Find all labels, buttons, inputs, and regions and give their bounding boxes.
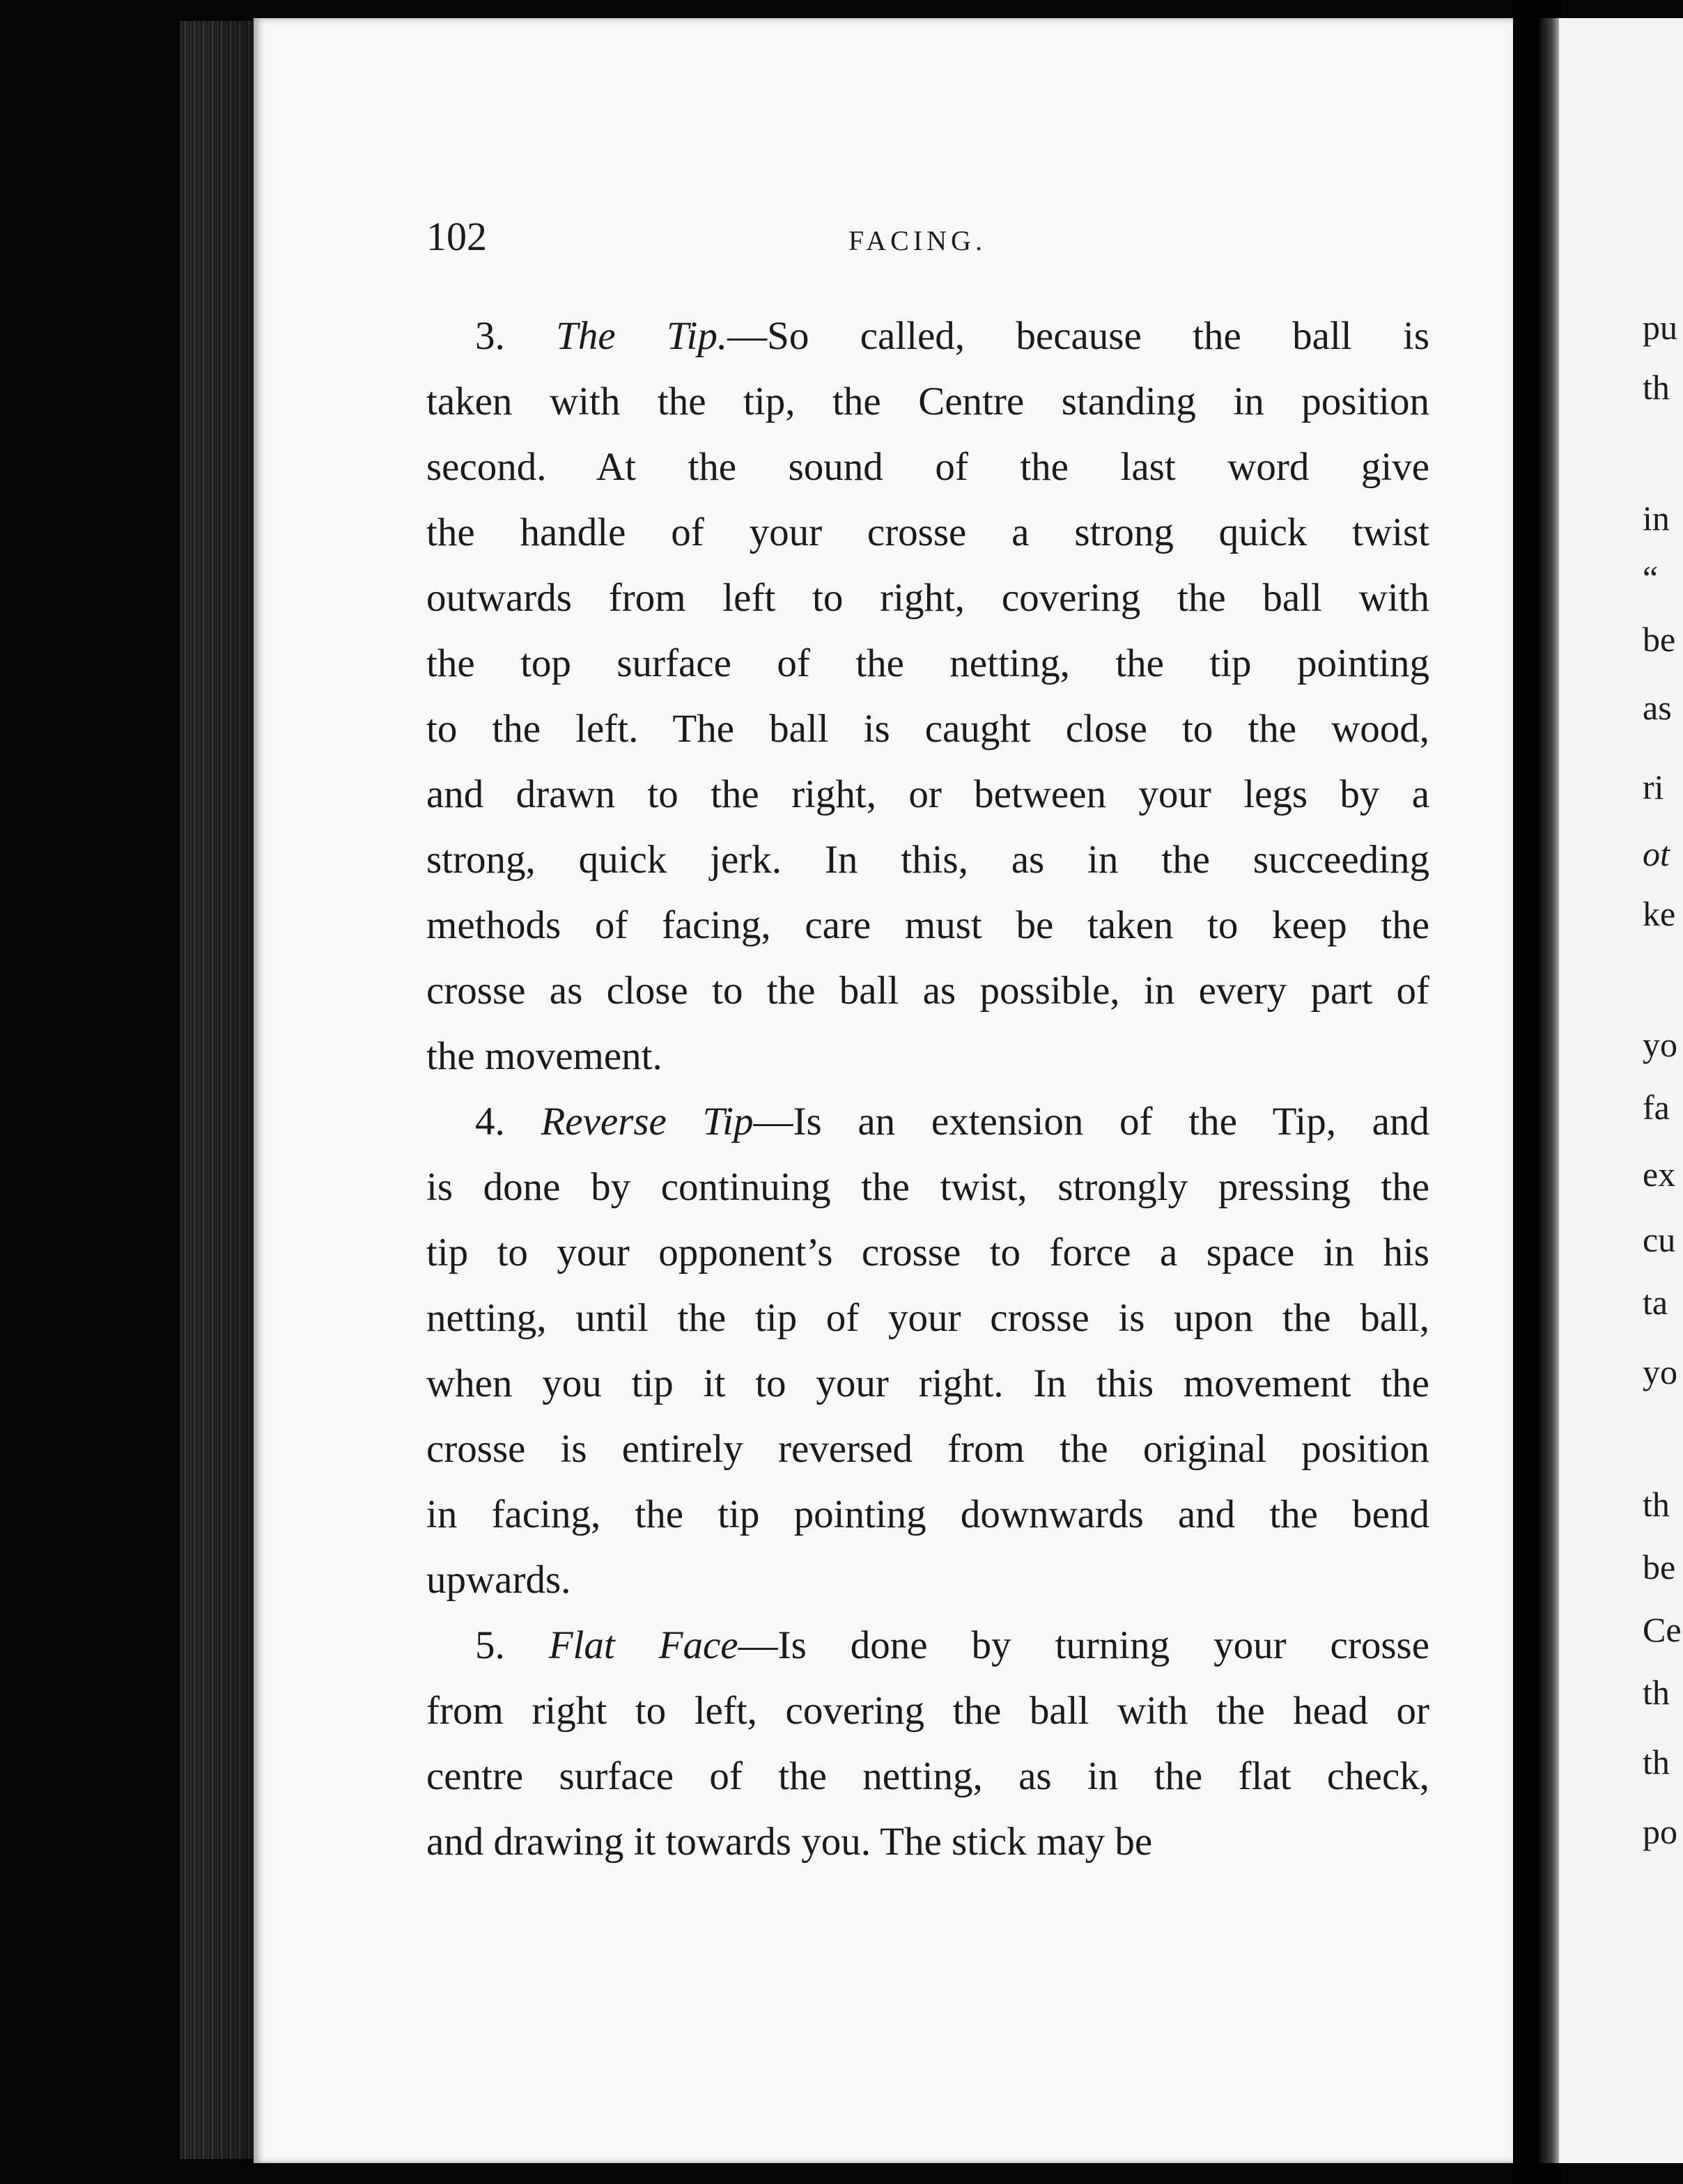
- item-number: 4.: [475, 1100, 541, 1144]
- item-text: —Is done by turning your crosse: [738, 1623, 1429, 1667]
- text-line: upwards.: [426, 1558, 571, 1602]
- facing-page-fragment: ta: [1643, 1283, 1668, 1322]
- facing-page-fragment: in: [1643, 499, 1670, 538]
- text-line: and drawing it towards you. The stick may be: [426, 1820, 1153, 1864]
- item-number: 5.: [475, 1623, 549, 1667]
- facing-page-fragment: fa: [1643, 1088, 1670, 1127]
- item-text: —Is an extension of the Tip, and: [753, 1100, 1429, 1144]
- page-header: [426, 209, 1429, 265]
- text-line: second. At the sound of the last word give: [426, 445, 1429, 489]
- facing-page-fragment: be: [1643, 620, 1676, 659]
- facing-page-fragment: yo: [1643, 1352, 1677, 1391]
- facing-page-fragment: be: [1643, 1547, 1676, 1586]
- text-line: is done by continuing the twist, strongly pressing the: [426, 1165, 1429, 1209]
- text-line: taken with the tip, the Centre standing in position: [426, 380, 1429, 423]
- facing-page-fragment: th: [1643, 368, 1670, 407]
- text-line: [426, 1089, 1429, 1155]
- text-line: [426, 1613, 1429, 1678]
- text-line: centre surface of the netting, as in the flat check,: [426, 1754, 1429, 1798]
- facing-page-fragment: “: [1643, 559, 1659, 598]
- text-line: strong, quick jerk. In this, as in the succeeding: [426, 838, 1429, 882]
- body-text: [426, 304, 1429, 1875]
- item-title: Flat Face: [548, 1623, 738, 1667]
- facing-page-fragment: ex: [1643, 1155, 1676, 1194]
- facing-page: [1559, 18, 1683, 2163]
- facing-page-edge: [1539, 18, 1560, 2163]
- text-line: to the left. The ball is caught close to the wood,: [426, 707, 1429, 751]
- text-line: crosse as close to the ball as possible, in every part of: [426, 969, 1429, 1013]
- facing-page-fragment: cu: [1643, 1220, 1676, 1259]
- facing-page-fragment: pu: [1643, 308, 1677, 347]
- item-title: Reverse Tip: [541, 1100, 754, 1144]
- facing-page-fragment: th: [1643, 1673, 1670, 1712]
- facing-page-fragment: ot: [1643, 834, 1670, 873]
- text-line: from right to left, covering the ball with the head or: [426, 1689, 1429, 1733]
- text-line: tip to your opponent’s crosse to force a space in his: [426, 1231, 1429, 1274]
- text-line: the top surface of the netting, the tip pointing: [426, 641, 1429, 685]
- facing-page-fragment: Ce: [1643, 1610, 1682, 1649]
- text-line: the handle of your crosse a strong quick twist: [426, 510, 1429, 554]
- text-line: in facing, the tip pointing downwards and the bend: [426, 1492, 1429, 1536]
- text-line: methods of facing, care must be taken to keep the: [426, 903, 1429, 947]
- text-line: outwards from left to right, covering the ball with: [426, 576, 1429, 620]
- text-line: netting, until the tip of your crosse is upon the ball,: [426, 1296, 1429, 1340]
- page-edges-shadow: [209, 21, 258, 2159]
- page-number: 102: [426, 214, 487, 259]
- text-line: and drawn to the right, or between your legs by a: [426, 772, 1429, 816]
- item-title: The Tip.: [556, 314, 728, 358]
- facing-page-fragment: po: [1643, 1812, 1677, 1851]
- facing-page-fragment: ri: [1643, 767, 1664, 806]
- text-line: when you tip it to your right. In this movement the: [426, 1362, 1429, 1405]
- text-line: crosse is entirely reversed from the original position: [426, 1427, 1429, 1471]
- running-head: FACING.: [848, 225, 986, 256]
- facing-page-fragment: th: [1643, 1742, 1670, 1781]
- item-text: —So called, because the ball is: [727, 314, 1429, 358]
- text-line: the movement.: [426, 1034, 662, 1078]
- facing-page-fragment: as: [1643, 688, 1672, 727]
- facing-page-fragment: th: [1643, 1485, 1670, 1524]
- text-line: [426, 304, 1429, 369]
- item-number: 3.: [475, 314, 557, 358]
- facing-page-fragment: ke: [1643, 894, 1676, 933]
- facing-page-fragment: yo: [1643, 1025, 1677, 1064]
